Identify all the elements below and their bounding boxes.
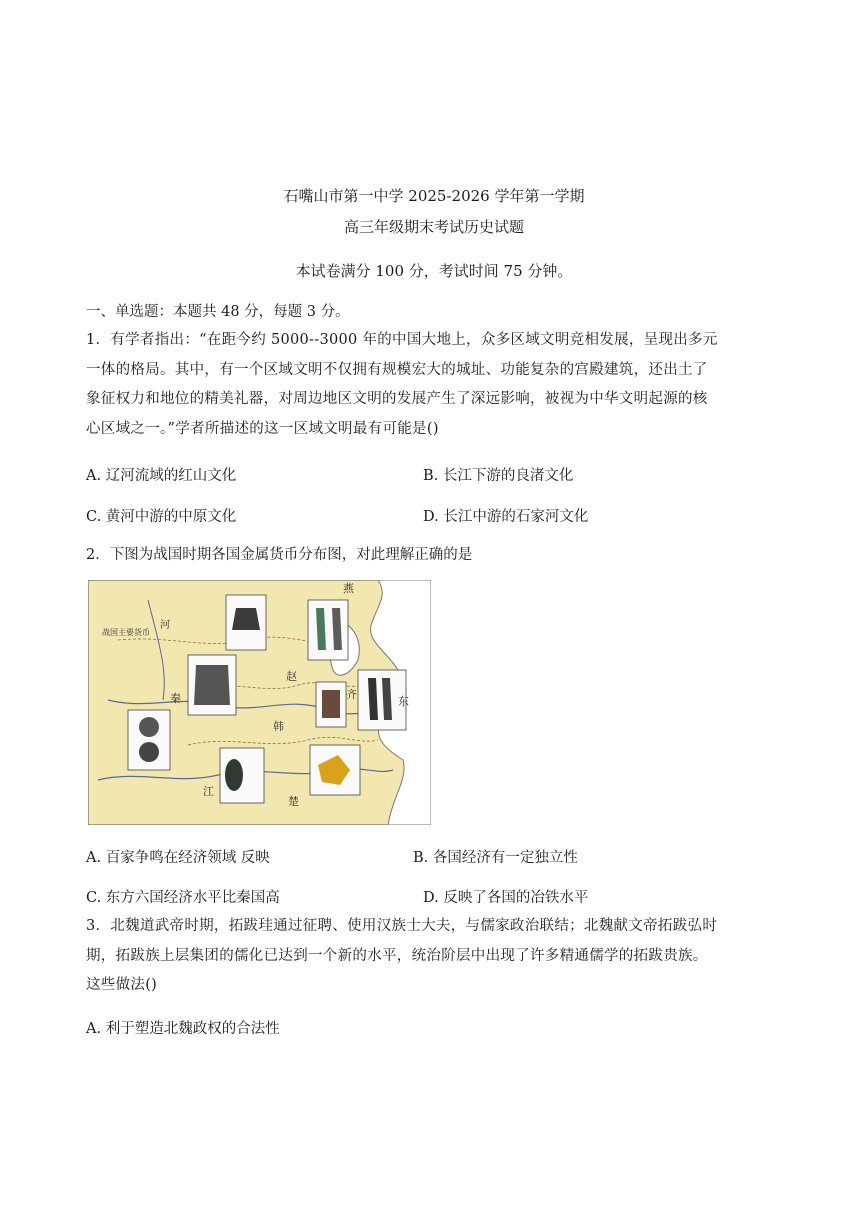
question-2-stem: 2．下图为战国时期各国金属货币分布图，对此理解正确的是 bbox=[86, 547, 473, 563]
q1-option-d: D. 长江中游的石家河文化 bbox=[423, 509, 589, 525]
q1-option-a: A. 辽河流域的红山文化 bbox=[86, 468, 237, 484]
map-label-chu: 楚 bbox=[288, 795, 299, 808]
q3-line: 这些做法() bbox=[86, 977, 158, 993]
q1-option-c: C. 黄河中游的中原文化 bbox=[86, 509, 237, 525]
section-heading: 一、单选题：本题共 48 分，每题 3 分。 bbox=[86, 304, 350, 320]
warring-states-currency-map bbox=[88, 580, 431, 825]
map-label-han: 韩 bbox=[273, 720, 284, 733]
map-legend-title: 战国主要货币 bbox=[102, 628, 150, 637]
map-label-qin: 秦 bbox=[170, 692, 181, 705]
q2-option-d: D. 反映了各国的冶铁水平 bbox=[423, 890, 589, 906]
q2-option-a: A. 百家争鸣在经济领域 反映 bbox=[86, 850, 270, 866]
q2-option-b: B. 各国经济有一定独立性 bbox=[413, 850, 578, 866]
map-label-dong: 东 bbox=[398, 695, 409, 708]
exam-title: 高三年级期末考试历史试题 bbox=[343, 218, 524, 236]
q3-line: 期，拓跋族上层集团的儒化已达到一个新的水平，统治阶层中出现了许多精通儒学的拓跋贵族。 bbox=[86, 947, 708, 964]
q1-line: 象征权力和地位的精美礼器，对周边地区文明的发展产生了深远影响，被视为中华文明起源的核 bbox=[86, 391, 708, 407]
q3-option-a: A. 利于塑造北魏政权的合法性 bbox=[86, 1021, 280, 1037]
map-label-yan: 燕 bbox=[343, 582, 354, 595]
q2-option-c: C. 东方六国经济水平比秦国高 bbox=[86, 890, 280, 906]
question-1-stem bbox=[86, 326, 786, 444]
q1-line: 1．有学者指出：“在距今约 5000--3000 年的中国大地上，众多区域文明竞相发展，呈现出多元 bbox=[86, 332, 718, 348]
map-label-qi: 齐 bbox=[346, 688, 357, 701]
map-label-jiang: 江 bbox=[203, 785, 214, 798]
q1-line: 心区域之一。”学者所描述的这一区域文明最有可能是() bbox=[86, 420, 439, 437]
question-3-stem bbox=[86, 912, 786, 1001]
q1-line: 一体的格局。其中，有一个区域文明不仅拥有规模宏大的城址、功能复杂的宫殿建筑，还出土了 bbox=[86, 361, 708, 378]
q1-option-b: B. 长江下游的良渚文化 bbox=[423, 468, 574, 484]
q3-line: 3．北魏道武帝时期，拓跋珪通过征聘、使用汉族士大夫，与儒家政治联结；北魏献文帝拓跋弘时 bbox=[86, 918, 718, 934]
exam-note: 本试卷满分 100 分，考试时间 75 分钟。 bbox=[295, 262, 573, 280]
map-label-zhao: 赵 bbox=[286, 670, 297, 683]
map-label-he: 河 bbox=[160, 620, 170, 631]
school-title: 石嘴山市第一中学 2025-2026 学年第一学期 bbox=[283, 187, 585, 205]
